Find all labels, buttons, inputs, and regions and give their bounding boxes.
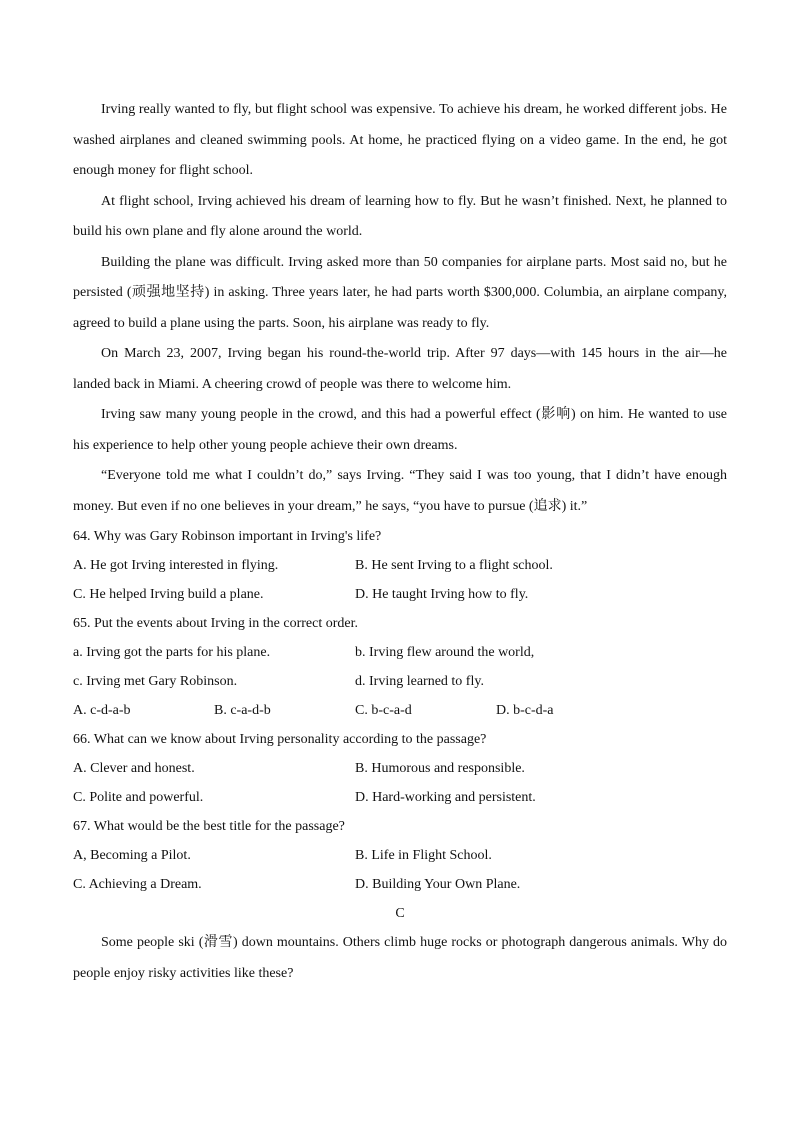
question-65-option-c: C. b-c-a-d xyxy=(355,703,412,718)
question-66-option-d: D. Hard-working and persistent. xyxy=(355,790,536,805)
question-64-option-a: A. He got Irving interested in flying. xyxy=(73,558,279,573)
question-66-options-row-1 xyxy=(73,754,727,783)
question-67-options-row-2 xyxy=(73,870,727,899)
question-64-options-row-1 xyxy=(73,551,727,580)
question-65-event-c: c. Irving met Gary Robinson. xyxy=(73,674,238,689)
question-65-option-d: D. b-c-d-a xyxy=(496,703,554,718)
question-66-option-b: B. Humorous and responsible. xyxy=(355,761,525,776)
question-65-event-b: b. Irving flew around the world, xyxy=(355,645,535,660)
question-64-option-c: C. He helped Irving build a plane. xyxy=(73,587,264,602)
section-c-paragraph: Some people ski (滑雪) down mountains. Others climb huge rocks or photograph dangerous animals. Why do people enjoy risky activities like these? xyxy=(73,935,727,981)
question-65-event-a: a. Irving got the parts for his plane. xyxy=(73,645,271,660)
question-65-event-d: d. Irving learned to fly. xyxy=(355,674,484,689)
question-64-option-b: B. He sent Irving to a flight school. xyxy=(355,558,553,573)
passage-paragraph-2: At flight school, Irving achieved his dream of learning how to fly. But he wasn’t finished. Next, he planned to build his own plane and fly alone around the world. xyxy=(73,193,727,239)
question-66: 66. What can we know about Irving personality according to the passage? xyxy=(73,732,487,747)
passage-paragraph-1: Irving really wanted to fly, but flight school was expensive. To achieve his dream, he worked different jobs. He washed airplanes and cleaned swimming pools. At home, he practiced flying on a video game. In the end, he got enough money for flight school. xyxy=(73,102,727,178)
question-67-option-d: D. Building Your Own Plane. xyxy=(355,877,521,892)
question-66-option-c: C. Polite and powerful. xyxy=(73,790,204,805)
question-65-events-row-2 xyxy=(73,667,727,696)
question-65-option-b: B. c-a-d-b xyxy=(214,703,271,718)
passage-paragraph-6: “Everyone told me what I couldn’t do,” says Irving. “They said I was too young, that I didn’t have enough money. But even if no one believes in your dream,” he says, “you have to pursue (追求) it.” xyxy=(73,468,727,514)
question-64-options-row-2 xyxy=(73,580,727,609)
question-67: 67. What would be the best title for the passage? xyxy=(73,819,345,834)
question-67-option-a: A, Becoming a Pilot. xyxy=(73,848,191,863)
question-65-options xyxy=(73,696,727,725)
section-c-heading: C xyxy=(395,906,405,921)
passage-paragraph-3: Building the plane was difficult. Irving asked more than 50 companies for airplane parts. Most said no, but he persisted (顽强地坚持) in asking. Three years later, he had parts worth $300,000. Columbia, an airplane company, agreed to build a plane using the parts. Soon, his airplane was ready to fly. xyxy=(73,254,727,331)
exam-page xyxy=(73,95,727,989)
question-66-option-a: A. Clever and honest. xyxy=(73,761,195,776)
question-65-events-row-1 xyxy=(73,638,727,667)
passage-paragraph-5: Irving saw many young people in the crowd, and this had a powerful effect (影响) on him. He wanted to use his experience to help other young people achieve their own dreams. xyxy=(73,407,727,453)
question-64-option-d: D. He taught Irving how to fly. xyxy=(355,587,529,602)
question-67-option-b: B. Life in Flight School. xyxy=(355,848,492,863)
question-64: 64. Why was Gary Robinson important in Irving's life? xyxy=(73,529,382,544)
question-65: 65. Put the events about Irving in the correct order. xyxy=(73,616,358,631)
question-67-option-c: C. Achieving a Dream. xyxy=(73,877,202,892)
question-67-options-row-1 xyxy=(73,841,727,870)
passage-paragraph-4: On March 23, 2007, Irving began his round-the-world trip. After 97 days—with 145 hours in the air—he landed back in Miami. A cheering crowd of people was there to welcome him. xyxy=(73,346,727,392)
question-66-options-row-2 xyxy=(73,783,727,812)
question-65-option-a: A. c-d-a-b xyxy=(73,703,131,718)
